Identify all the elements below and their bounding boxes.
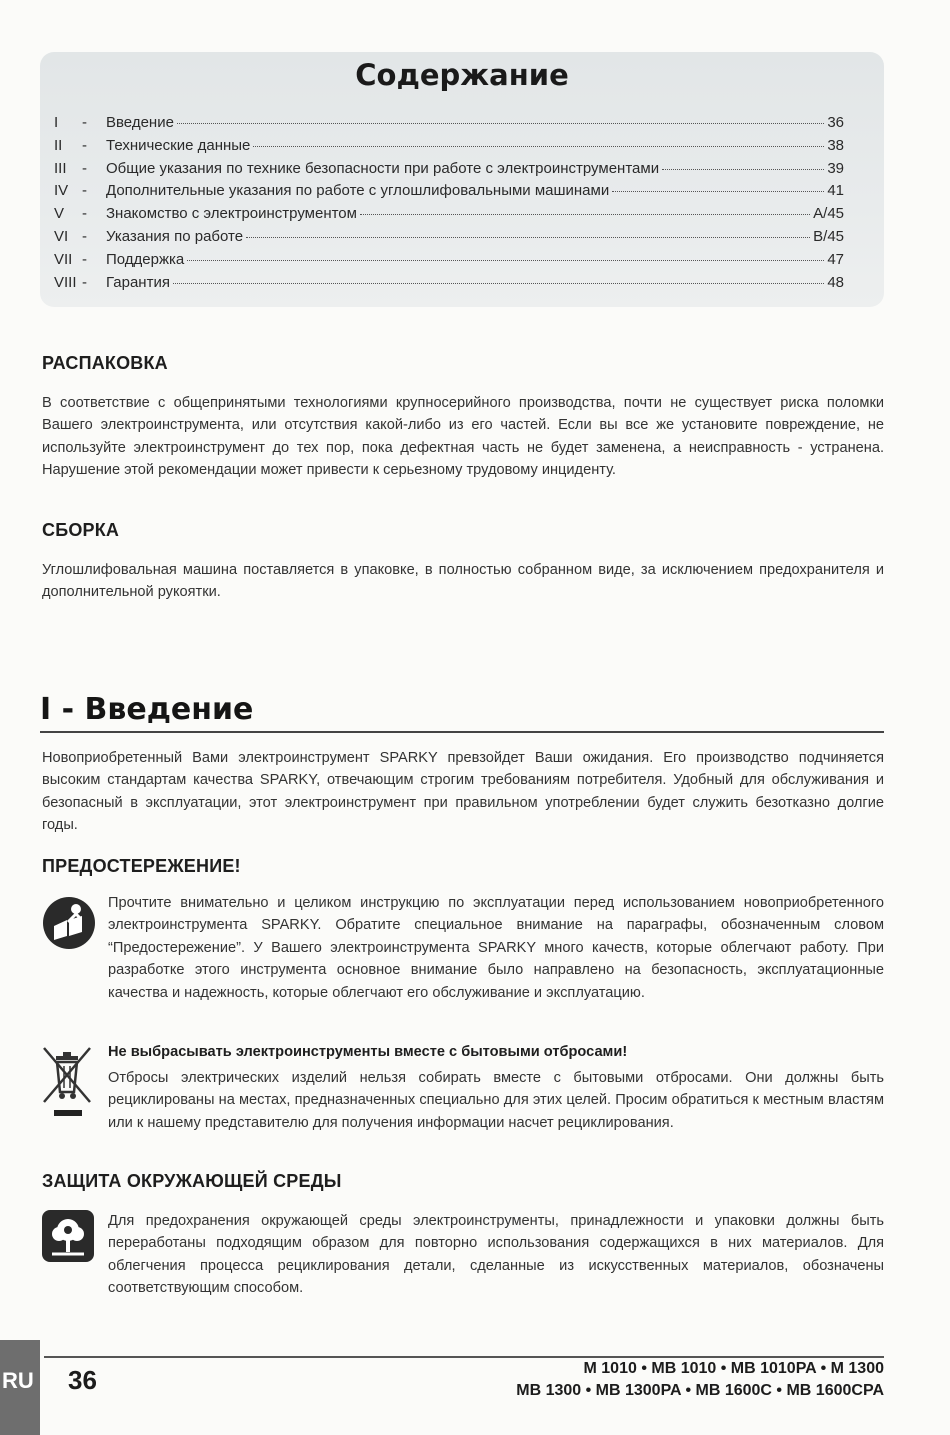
toc-leader-dots [612,191,824,192]
toc-entry-label: Общие указания по технике безопасности при работе с электроинструментами [106,159,660,177]
environment-heading: ЗАЩИТА ОКРУЖАЮЩЕЙ СРЕДЫ [42,1171,342,1191]
assembly-text: Углошлифовальная машина поставляется в упаковке, в полностью собранном виде, за исключением предохранителя и дополнительной рукоятки. [42,562,884,601]
toc-entry-page: B/45 [813,227,844,245]
toc-entry-label: Гарантия [106,273,170,291]
toc-entry-dash: - [82,205,87,223]
intro-title: I - Введение [40,692,254,727]
models-line-2: MB 1300 • MB 1300PA • MB 1600C • MB 1600CPA [516,1382,884,1399]
toc-entry-label: Дополнительные указания по работе с углошлифовальными машинами [106,182,610,200]
footer-rule [44,1356,884,1358]
title-rule [40,731,884,733]
toc-entry-label: Указания по работе [106,227,244,245]
toc-entry-dash: - [82,182,87,200]
toc-entry-page: 41 [827,182,844,200]
toc-leader-dots [177,123,824,124]
models-line-1: M 1010 • MB 1010 • MB 1010PA • M 1300 [583,1360,884,1377]
toc-leader-dots [662,169,824,170]
toc-entry-dash: - [82,159,87,177]
toc-entry-dash: - [82,136,87,154]
assembly-heading: СБОРКА [42,520,120,540]
toc-entry-page: 48 [827,273,844,291]
toc-entry-label: Технические данные [106,136,251,154]
toc-row [54,274,844,297]
toc-row [54,160,844,183]
unpacking-text: В соответствие с общепринятыми технологиями крупносерийного производства, почти не существует риска поломки Вашего электроинструмента, или отсутствия какой-либо из его частей. Если вы все же установите повреждение, не используйте электроинструмент до тех пор, пока дефектная часть не будет заменена, а неисправность - устранена. Нарушение этой рекомендации может привести к серьезному трудовому инциденту. [42,395,884,479]
toc-entry-label: Введение [106,114,174,131]
toc-row [54,137,844,160]
toc-leader-dots [187,260,824,261]
crossed-bin-icon [40,1046,94,1122]
toc-entry-number: VIII [54,273,77,291]
toc-entry-number: V [54,205,65,223]
disposal-heading: Не выбрасывать электроинструменты вместе с бытовыми отбросами! [108,1044,628,1060]
toc-entry-dash: - [82,114,87,131]
toc-entry-label: Поддержка [106,250,185,268]
toc-entry-page: A/45 [813,205,844,223]
toc-entry-number: II [54,136,63,154]
toc-leader-dots [173,283,824,284]
toc-entry-dash: - [82,273,87,291]
toc-leader-dots [360,214,810,215]
toc-row [54,228,844,251]
toc-entry-number: I [54,114,59,131]
toc-entry-number: VI [54,227,69,245]
warning-text: Прочтите внимательно и целиком инструкцию по эксплуатации перед использованием новоприобретенного электроинструмента SPARKY. Обратите специальное внимание на параграфы, обозначенным словом “Предостережение”. У Вашего электроинструмента SPARKY много качеств, которые облегчают работу. При разработке этого инструмента основное внимание было направлено на безопасность, эксплуатационные качества и надежность, которые облегчают его обслуживание и эксплуатацию. [108,895,884,1001]
warning-heading: ПРЕДОСТЕРЕЖЕНИЕ! [42,856,241,876]
toc-leader-dots [246,237,810,238]
toc-row [54,182,844,205]
toc-row [54,251,844,274]
toc-entry-number: IV [54,182,69,200]
toc-entry-page: 36 [827,114,844,131]
tree-recycle-icon [42,1210,94,1262]
toc-leader-dots [253,146,824,147]
toc-entry-label: Знакомство с электроинструментом [106,205,357,223]
environment-text: Для предохранения окружающей среды электроинструменты, принадлежности и упаковки должны быть переработаны подходящим образом для повторно использования содержащихся в них материалов. Для облегчения процесса рециклирования детали, сделанные из искусственных материалов, обозначены соответствующим способом. [108,1213,884,1297]
toc-entry-dash: - [82,227,87,245]
read-manual-icon [42,896,96,950]
toc-title: Содержание [355,58,569,92]
table-of-contents [40,52,884,307]
toc-row [54,205,844,228]
toc-entry-page: 38 [827,136,844,154]
language-tab-label: RU [2,1368,34,1393]
toc-row [54,114,844,137]
page-number: 36 [68,1365,97,1395]
toc-list [54,114,844,296]
toc-entry-page: 39 [827,159,844,177]
unpacking-heading: РАСПАКОВКА [42,353,168,373]
intro-text: Новоприобретенный Вами электроинструмент SPARKY превзойдет Ваши ожидания. Его производство подчиняется высоким стандартам качества SPARKY, отвечающим строгим требованиям потребителя. Удобный для обслуживания и безопасный в эксплуатации, этот электроинструмент при правильном употреблении будет служить безотказно долгие годы. [42,750,884,834]
toc-entry-page: 47 [827,250,844,268]
toc-entry-number: III [54,159,67,177]
disposal-text: Отбросы электрических изделий нельзя собирать вместе с бытовыми отбросами. Они должны быть рециклированы на местах, предназначенных специально для этих целей. Просим обратиться к местным властям или к нашему представителю для получения информации насчет рециклирования. [108,1070,884,1131]
toc-entry-number: VII [54,250,73,268]
toc-entry-dash: - [82,250,87,268]
